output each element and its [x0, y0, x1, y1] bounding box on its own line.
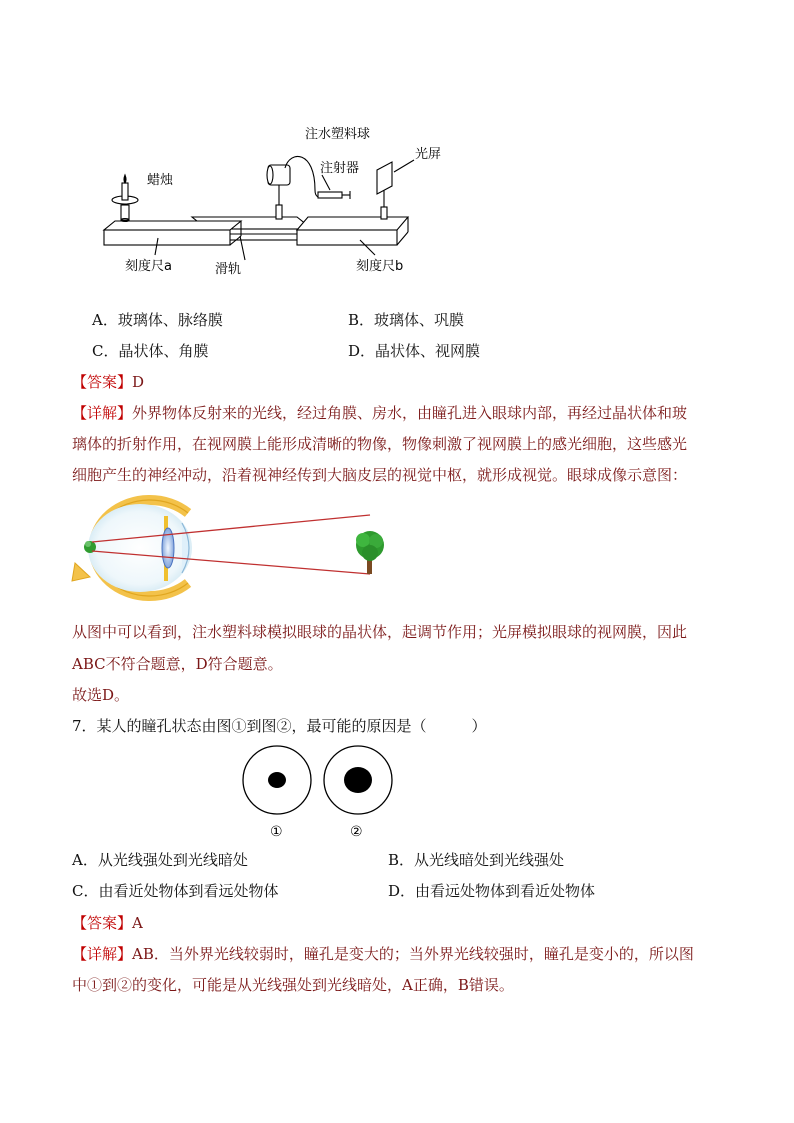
label-plastic-ball: 注水塑料球	[305, 127, 371, 142]
q7-option-b: B．从光线暗处到光线强处	[388, 851, 565, 869]
detail-text: AB．当外界光线较弱时，瞳孔是变大的；当外界光线较强时，瞳孔是变小的，所以图	[132, 945, 694, 963]
q6-option-c: C．晶状体、角膜	[92, 342, 209, 360]
q6-answer-line	[72, 374, 144, 390]
pupil-large	[344, 767, 372, 793]
q6-after-line-1: 从图中可以看到，注水塑料球模拟眼球的晶状体，起调节作用；光屏模拟眼球的视网膜，因此	[72, 623, 688, 641]
label-candle: 蜡烛	[147, 173, 174, 188]
label-syringe: 注射器	[320, 161, 360, 176]
q7-detail-line-2: 中①到②的变化，可能是从光线强处到光线暗处，A正确，B错误。	[72, 976, 514, 994]
q7-detail-line-1	[72, 946, 694, 962]
answer-value: A	[132, 914, 143, 932]
eye-imaging-diagram	[70, 495, 400, 600]
q6-detail-line-3: 细胞产生的神经冲动，沿着视神经传到大脑皮层的视觉中枢，就形成视觉。眼球成像示意图：	[72, 466, 688, 484]
q6-conclusion: 故选D。	[72, 686, 130, 704]
q7-stem: 7．某人的瞳孔状态由图①到图②，最可能的原因是（ ）	[72, 717, 487, 735]
detail-label: 【详解】	[72, 404, 133, 422]
q6-after-line-2: ABC不符合题意，D符合题意。	[72, 655, 283, 673]
q7-option-a: A．从光线强处到光线暗处	[72, 851, 248, 869]
fig-label-2: ②	[350, 824, 363, 840]
q6-option-a: A．玻璃体、脉络膜	[92, 311, 223, 329]
detail-text: 外界物体反射来的光线，经过角膜、房水，由瞳孔进入眼球内部，再经过晶状体和玻	[132, 404, 688, 422]
apparatus-figure	[95, 115, 442, 285]
q6-option-d: D．晶状体、视网膜	[348, 342, 481, 360]
q6-detail-line-2: 璃体的折射作用，在视网膜上能形成清晰的物像，物像刺激了视网膜上的感光细胞，这些感光	[72, 435, 688, 453]
answer-label: 【答案】	[72, 373, 133, 391]
pupil-figure	[235, 745, 405, 840]
answer-label: 【答案】	[72, 914, 133, 932]
pupil-small	[268, 772, 286, 788]
q7-answer-line	[72, 915, 143, 931]
q7-option-d: D．由看远处物体到看近处物体	[388, 882, 596, 900]
label-rail: 滑轨	[215, 262, 242, 277]
q7-option-c: C．由看近处物体到看远处物体	[72, 882, 279, 900]
label-ruler-b: 刻度尺b	[356, 259, 404, 274]
label-screen: 光屏	[415, 147, 442, 162]
answer-value: D	[132, 373, 145, 391]
q6-detail-line-1	[72, 405, 687, 421]
fig-label-1: ①	[270, 824, 283, 840]
label-ruler-a: 刻度尺a	[125, 259, 172, 274]
detail-label: 【详解】	[72, 945, 133, 963]
q6-option-b: B．玻璃体、巩膜	[348, 311, 465, 329]
